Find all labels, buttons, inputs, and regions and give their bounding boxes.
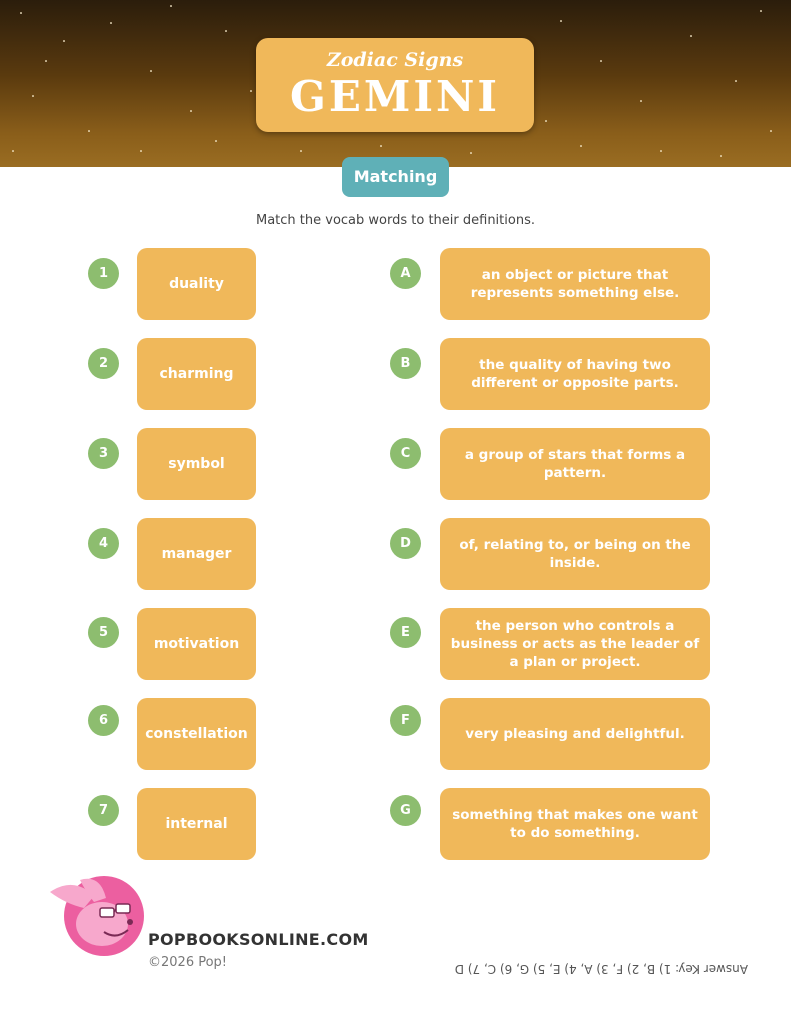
vocab-word-card: constellation <box>137 698 256 770</box>
word-number-badge: 7 <box>88 795 119 826</box>
vocab-word-card: symbol <box>137 428 256 500</box>
vocab-word-card: internal <box>137 788 256 860</box>
instructions: Match the vocab words to their definitions. <box>256 213 535 228</box>
definition-card: very pleasing and delightful. <box>440 698 710 770</box>
word-number-badge: 3 <box>88 438 119 469</box>
definition-letter-badge: A <box>390 258 421 289</box>
definition-card: the quality of having two different or opposite parts. <box>440 338 710 410</box>
vocab-word-card: motivation <box>137 608 256 680</box>
definition-card: a group of stars that forms a pattern. <box>440 428 710 500</box>
word-number-badge: 5 <box>88 617 119 648</box>
definition-letter-badge: D <box>390 528 421 559</box>
definition-card: something that makes one want to do something. <box>440 788 710 860</box>
definition-card: of, relating to, or being on the inside. <box>440 518 710 590</box>
word-number-badge: 6 <box>88 705 119 736</box>
title-subtitle: Zodiac Signs <box>326 49 464 71</box>
word-number-badge: 4 <box>88 528 119 559</box>
definition-letter-badge: C <box>390 438 421 469</box>
definition-letter-badge: G <box>390 795 421 826</box>
vocab-word-card: duality <box>137 248 256 320</box>
title-card <box>256 38 534 132</box>
vocab-word-card: manager <box>137 518 256 590</box>
definition-card: an object or picture that represents something else. <box>440 248 710 320</box>
word-number-badge: 1 <box>88 258 119 289</box>
copyright: ©2026 Pop! <box>148 955 228 970</box>
definition-letter-badge: E <box>390 617 421 648</box>
word-number-badge: 2 <box>88 348 119 379</box>
page-title: GEMINI <box>289 72 501 121</box>
matching-badge: Matching <box>342 157 449 197</box>
definition-letter-badge: F <box>390 705 421 736</box>
definition-card: the person who controls a business or acts as the leader of a plan or project. <box>440 608 710 680</box>
answer-key-upside-down: Answer Key: 1) B, 2) F, 3) A, 4) E, 5) G, 6) C, 7) D <box>454 962 748 976</box>
definition-letter-badge: B <box>390 348 421 379</box>
site-name: POPBOOKSONLINE.COM <box>148 930 369 949</box>
pink-bunny-logo-icon <box>44 874 148 958</box>
vocab-word-card: charming <box>137 338 256 410</box>
